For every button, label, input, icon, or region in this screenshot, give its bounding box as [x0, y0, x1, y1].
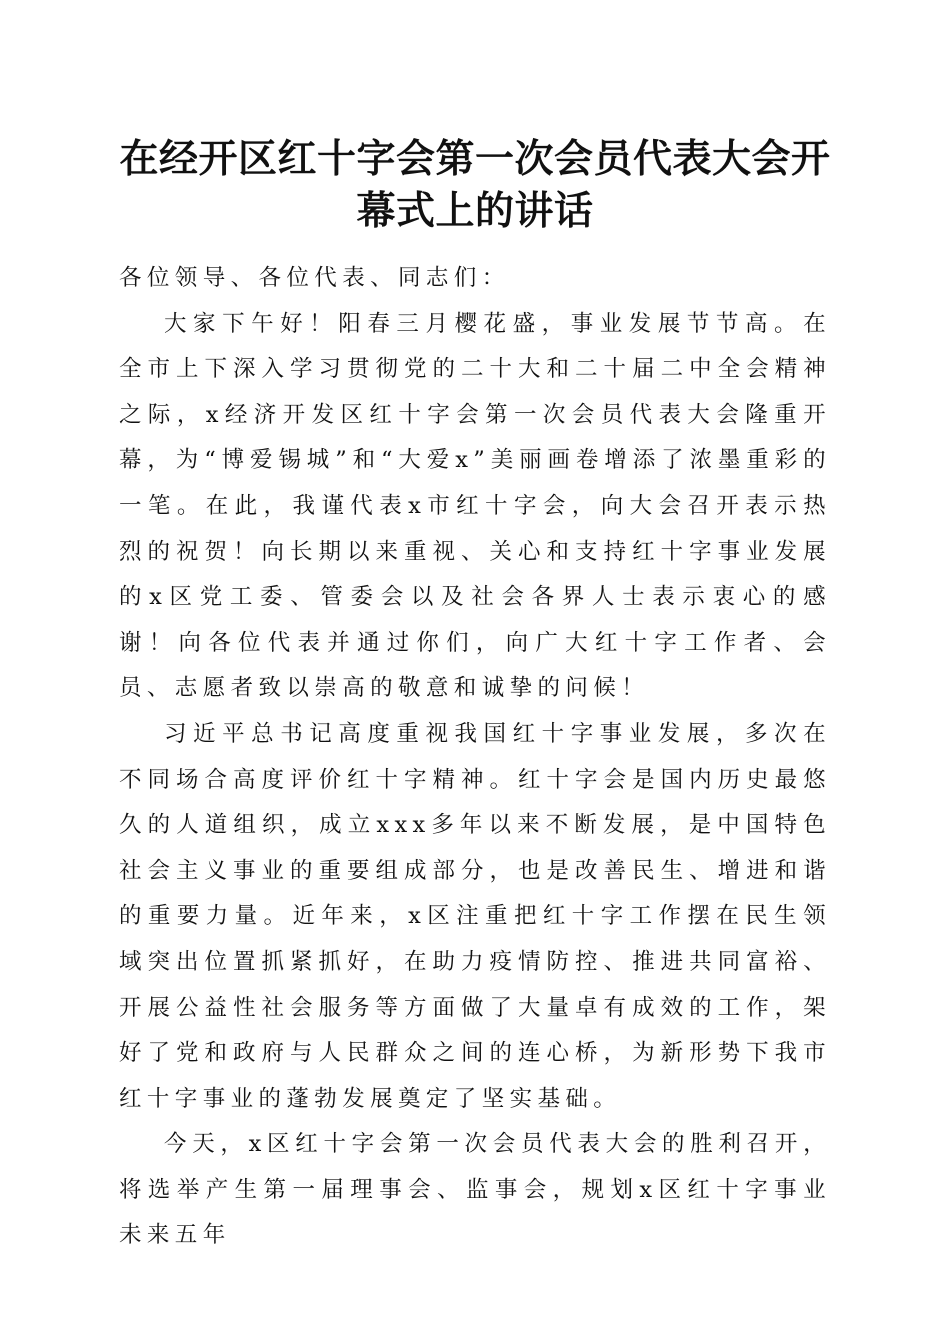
document-title: 在经开区红十字会第一次会员代表大会开幕式上的讲话 — [119, 136, 831, 234]
paragraph-today: 今天，x区红十字会第一次会员代表大会的胜利召开，将选举产生第一届理事会、监事会，规划x区红十字事业未来五年 — [119, 1131, 831, 1249]
salutation: 各位领导、各位代表、同志们： — [119, 265, 510, 291]
paragraph-background: 习近平总书记高度重视我国红十字事业发展，多次在不同场合高度评价红十字精神。红十字会是国内历史最悠久的人道组织，成立xxx多年以来不断发展，是中国特色社会主义事业的重要组成部分，也是改善民生、增进和谐的重要力量。近年来，x区注重把红十字工作摆在民生领域突出位置抓紧抓好，在助力疫情防控、推进共同富裕、开展公益性社会服务等方面做了大量卓有成效的工作，架好了党和政府与人民群众之间的连心桥，为新形势下我市红十字事业的蓬勃发展奠定了坚实基础。 — [119, 720, 831, 1112]
paragraph-greeting: 大家下午好！阳春三月樱花盛，事业发展节节高。在全市上下深入学习贯彻党的二十大和二十届二中全会精神之际，x经济开发区红十字会第一次会员代表大会隆重开幕，为“博爱锡城”和“大爱x”美丽画卷增添了浓墨重彩的一笔。在此，我谨代表x市红十字会，向大会召开表示热烈的祝贺！向长期以来重视、关心和支持红十字事业发展的x区党工委、管委会以及社会各界人士表示衷心的感谢！向各位代表并通过你们，向广大红十字工作者、会员、志愿者致以崇高的敬意和诚挚的问候！ — [119, 310, 831, 702]
document-body — [119, 256, 831, 1259]
